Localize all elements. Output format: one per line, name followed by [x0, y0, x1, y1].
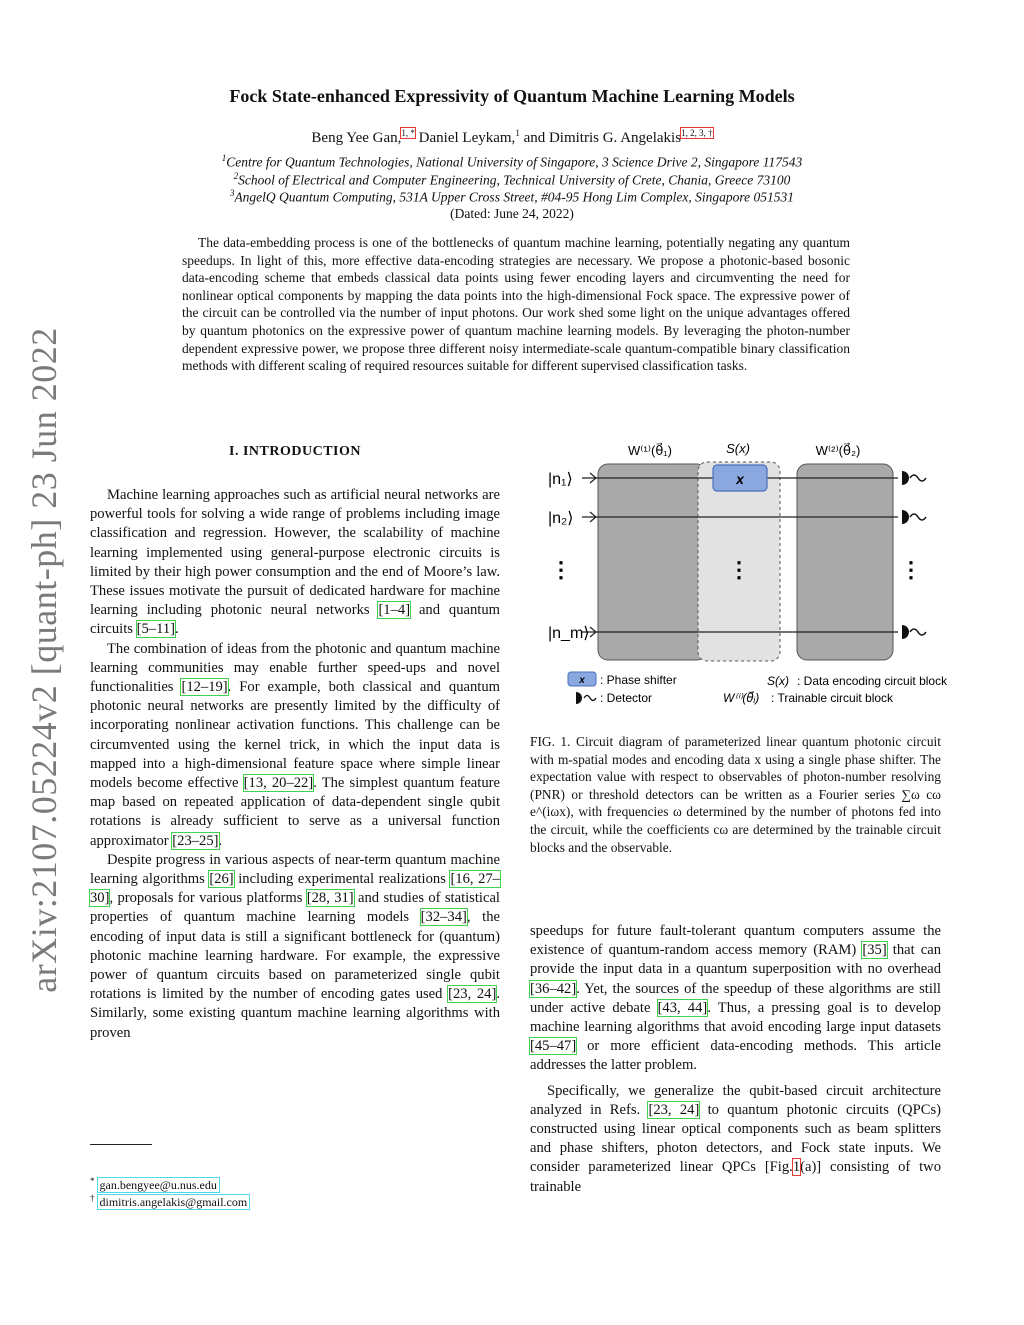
paper-title: Fock State-enhanced Expressivity of Quantum Machine Learning Models [229, 86, 795, 106]
input-n2: |n₂⟩ [548, 510, 574, 527]
intro-left-column [90, 486, 500, 1043]
input-n1: |n₁⟩ [548, 471, 573, 488]
citation-link[interactable]: [23, 24] [648, 1101, 700, 1118]
label-s: S(x) [726, 441, 750, 456]
citation-link[interactable]: [16, 27–30] [90, 871, 500, 907]
citation-link[interactable]: [43, 44] [657, 999, 708, 1016]
phase-shifter-label: x [736, 471, 744, 487]
affiliation-3-text: AngelQ Quantum Computing, 531A Upper Cross Street, #04-95 Hong Lim Complex, Singapore 051531 [234, 189, 795, 205]
footnote-1 [90, 1176, 219, 1193]
citation-link[interactable]: [13, 20–22] [243, 775, 314, 792]
affiliation-3 [0, 188, 1024, 206]
input-dots: ⋮ [550, 557, 572, 582]
affiliation-1-sup: 1 [221, 153, 227, 163]
citation-link[interactable]: [23, 24] [448, 986, 497, 1003]
detector-icon [902, 510, 926, 524]
affiliation-1-text: Centre for Quantum Technologies, National University of Singapore, 3 Science Drive 2, Singapore 117543 [226, 154, 803, 170]
citation-link[interactable]: [28, 31] [306, 890, 354, 907]
legend-detector-text: : Detector [600, 691, 653, 705]
caption-prefix: FIG. 1. [530, 734, 571, 749]
legend-w-key: W⁽ⁱ⁾(θ⃗ᵢ) [723, 691, 760, 705]
encoding-dots: ⋮ [728, 557, 750, 582]
author-2-sup: 1 [515, 128, 520, 138]
footnote-2-mark: † [90, 1193, 95, 1203]
intro-paragraph-2: The combination of ideas from the photonic and quantum machine learning communities may enable further speed-ups and novel functionalities [12–19]. For example, both classical and quantum photonic neural networks are presently limited by the difficulty of incorporating nonlinear activation functions. This challenge can be circumvented using the kernel trick, in which the input data is mapped into a high-dimensional feature space where simple linear models become effective [13, 20–22]. The simplest quantum feature map based on repeated application of data-dependent single qubit rotations is already sufficient to serve as a universal function approximator [23–25]. [90, 640, 500, 849]
author-2: Daniel Leykam, [418, 130, 516, 146]
footnote-2 [90, 1193, 249, 1210]
detector-icon [902, 471, 926, 485]
citation-link[interactable]: [23–25] [172, 832, 219, 849]
citation-link[interactable]: [26] [209, 871, 234, 888]
affiliation-1 [0, 153, 1024, 171]
arxiv-sidebar [14, 327, 74, 993]
section-heading: I. INTRODUCTION [229, 444, 361, 459]
author-line [0, 128, 1024, 147]
affiliation-3-sup: 3 [229, 188, 235, 198]
figure-caption [530, 733, 941, 856]
affiliation-2-text: School of Electrical and Computer Engineering, Technical University of Crete, Chania, Greece 73100 [238, 172, 791, 188]
footnote-rule [90, 1144, 152, 1145]
output-dots: ⋮ [900, 557, 922, 582]
intro-paragraph-1: Machine learning approaches such as artificial neural networks are powerful tools for solving a wide range of problems including image classification and regression. However, the scalability of machine learning implemented using general-purpose electronic circuits is limited by their high power consumption and the end of Moore’s law. These issues motivate the pursuit of dedicated hardware for machine learning including photonic neural networks [1–4] and quantum circuits [5–11]. [90, 487, 500, 638]
trainable-block-2 [797, 464, 893, 660]
footnote-1-mark: * [90, 1176, 95, 1186]
legend-detector-icon [576, 692, 596, 704]
date-line: (Dated: June 24, 2022) [450, 206, 574, 221]
footnote-1-email-link[interactable]: gan.bengyee@u.nus.edu [99, 1178, 217, 1192]
legend-s-key: S(x) [767, 674, 789, 688]
abstract: The data-embedding process is one of the bottlenecks of quantum machine learning, potentially negating any quantum speedups. In light of this, more effective data-encoding strategies are necessary. We propose a photonic-based bosonic data-encoding scheme that embeds classical data points using fewer encoding layers and circumventing the need for nonlinear optical components by mapping the data points into the high-dimensional Fock space. The expressive power of the circuit can be controlled via the number of input photons. Our work shed some light on the unique advantages offered by quantum photonics on the expressive power of quantum machine learning models. By leveraging the photon-number dependent expressive power, we propose three different noisy intermediate-scale quantum-compatible binary classification methods with different scaling of required resources suitable for different supervised classification tasks. [182, 235, 850, 374]
label-w1: W⁽¹⁾(θ⃗₁) [628, 443, 672, 458]
citation-link[interactable]: [35] [862, 942, 887, 959]
citation-link[interactable]: [45–47] [530, 1038, 577, 1055]
input-arrows [590, 473, 596, 637]
citation-link[interactable]: [36–42] [530, 980, 577, 997]
author-1: Beng Yee Gan, [311, 130, 402, 146]
citation-link[interactable]: [1–4] [378, 602, 411, 619]
affiliation-2 [0, 171, 1024, 189]
author-3: and Dimitris G. Angelakis [523, 130, 682, 146]
trainable-block-1 [598, 464, 707, 660]
legend-s-text: : Data encoding circuit block [797, 674, 948, 688]
right-paragraph-1: speedups for future fault-tolerant quantum computers assume the existence of quantum-random access memory (RAM) [35] that can provide the input data in a quantum superposition with no overhead [36–42]. Yet, the sources of the speedup of these algorithms are still under active debate [43, 44]. Thus, a pressing goal is to develop machine learning algorithms that avoid encoding large input datasets [45–47] or more efficient data-encoding methods. This article addresses the latter problem. [530, 923, 941, 1074]
author-1-sup[interactable]: 1, * [401, 128, 415, 138]
citation-link[interactable]: [5–11] [136, 621, 175, 638]
author-3-sup[interactable]: 1, 2, 3, † [681, 128, 713, 138]
citation-link[interactable]: [12–19] [181, 679, 228, 696]
caption-text: Circuit diagram of parameterized linear quantum photonic circuit with m-spatial modes and encoding data x using a single phase shifter. The expectation value with respect to observables of photon-number resolving (PNR) or threshold detectors can be written as a Fourier series ∑ω cω e^(iωx), with frequencies ω determined by the number of photons fed into the circuit, while the coefficients cω are determined by the trainable circuit blocks and the observable. [530, 734, 941, 855]
input-nm: |n_m⟩ [548, 625, 590, 642]
citation-link[interactable]: [32–34] [420, 909, 467, 926]
right-paragraph-2: Specifically, we generalize the qubit-based circuit architecture analyzed in Refs. [23, 24] to quantum photonic circuits (QPCs) constructed using linear optical components such as beam splitters and phase shifters, photon detectors, and Fock state inputs. We consider parameterized linear QPCs [Fig.1(a)] consisting of two trainable [530, 1082, 941, 1195]
arxiv-id: arXiv:2107.05224v2 [quant-ph] 23 Jun 2022 [24, 327, 64, 993]
legend-phase-text: : Phase shifter [600, 673, 677, 687]
detector-icon [902, 625, 926, 639]
affiliation-2-sup: 2 [233, 171, 239, 181]
figure-link[interactable]: 1 [792, 1159, 801, 1176]
label-w2: W⁽²⁾(θ⃗₂) [815, 443, 861, 458]
figure-1-circuit-diagram [530, 436, 950, 720]
legend-w-text: : Trainable circuit block [771, 691, 894, 705]
footnote-2-email-link[interactable]: dimitris.angelakis@gmail.com [99, 1195, 248, 1209]
legend-phase-key: x [579, 675, 585, 686]
intro-right-column [530, 922, 941, 1197]
intro-paragraph-3: Despite progress in various aspects of near-term quantum machine learning algorithms [26] including experimental realizations [16, 27–30], proposals for various platforms [28, 31] and studies of statistical properties of quantum machine learning models [32–34], the encoding of input data is still a significant bottleneck for (quantum) photonic machine learning hardware. For example, the expressive power of quantum circuits based on parameterized single qubit rotations is limited by the number of encoding gates used [23, 24]. Similarly, some existing quantum machine learning algorithms with proven [90, 851, 500, 1041]
